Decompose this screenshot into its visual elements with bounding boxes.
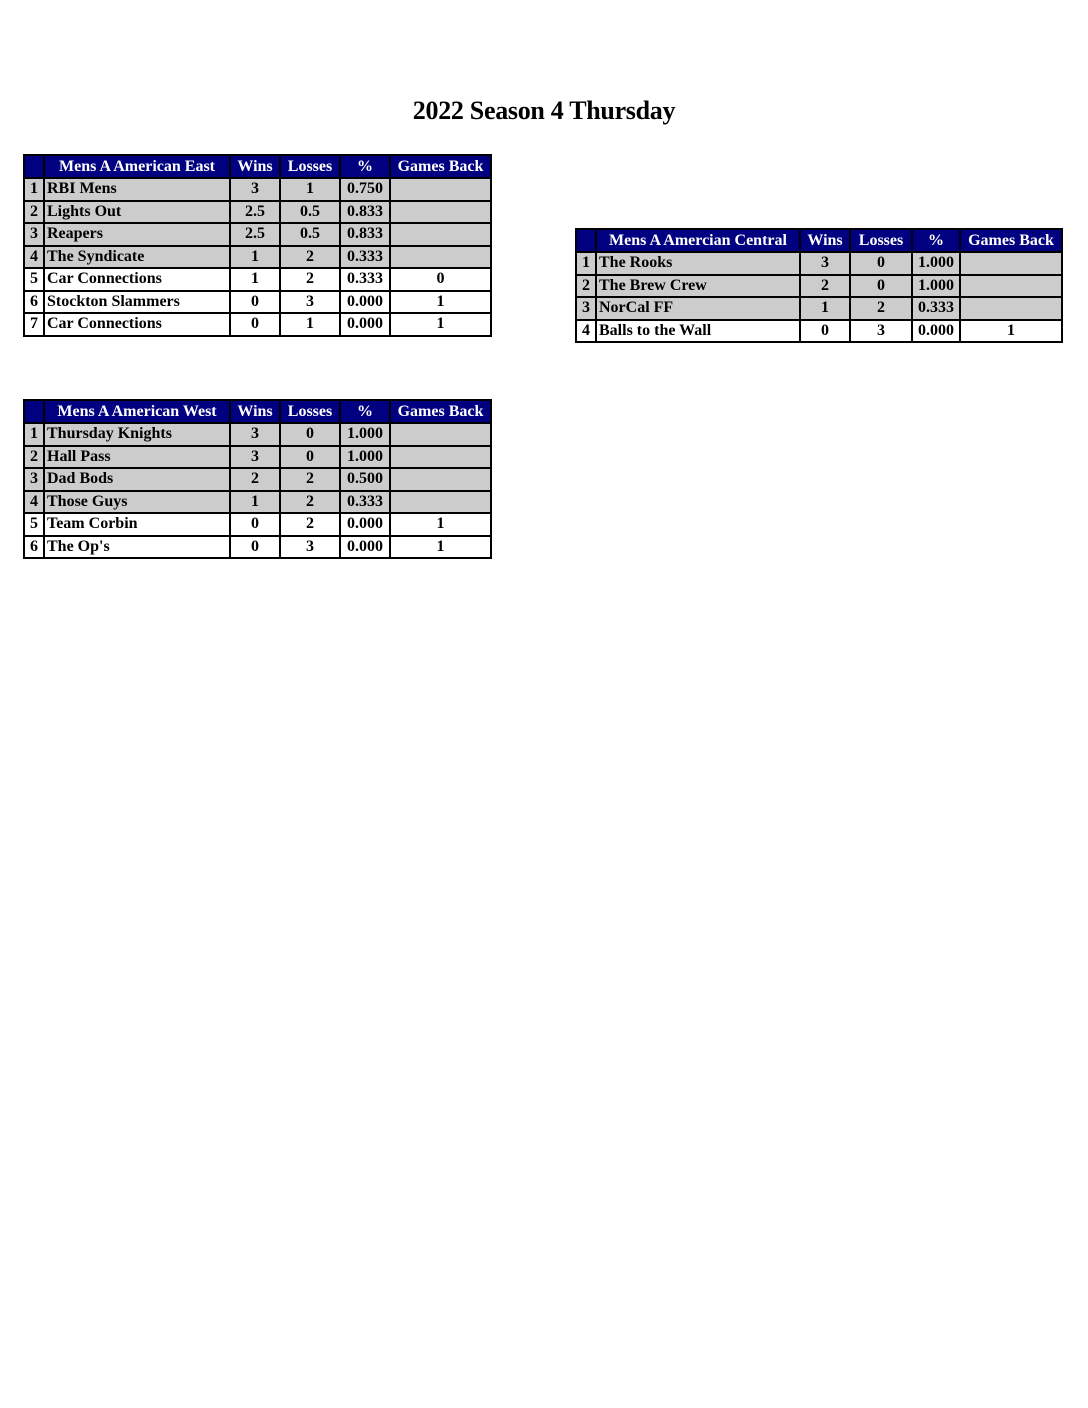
pct-cell: 1.000 <box>340 446 390 469</box>
losses-cell: 0 <box>850 275 912 298</box>
games-back-cell: 1 <box>390 513 491 536</box>
division-name: Mens A American East <box>44 155 230 178</box>
pct-cell: 1.000 <box>912 252 960 275</box>
pct-cell: 0.000 <box>340 536 390 559</box>
table-row <box>576 275 1062 298</box>
games-back-header: Games Back <box>390 155 491 178</box>
losses-header: Losses <box>850 229 912 252</box>
rank-header <box>24 155 44 178</box>
team-name-cell: The Syndicate <box>44 246 230 269</box>
team-name-cell: Those Guys <box>44 491 230 514</box>
table-header-row <box>24 400 491 423</box>
table-row <box>24 513 491 536</box>
team-name-cell: Thursday Knights <box>44 423 230 446</box>
team-name-cell: The Rooks <box>596 252 800 275</box>
rank-cell: 3 <box>24 468 44 491</box>
losses-cell: 3 <box>280 291 340 314</box>
games-back-cell <box>960 252 1062 275</box>
wins-header: Wins <box>800 229 850 252</box>
games-back-cell <box>390 246 491 269</box>
games-back-cell <box>390 178 491 201</box>
wins-cell: 1 <box>230 491 280 514</box>
pct-cell: 0.333 <box>340 246 390 269</box>
standings-table-west <box>23 399 492 559</box>
pct-cell: 0.333 <box>340 491 390 514</box>
wins-cell: 2.5 <box>230 223 280 246</box>
pct-header: % <box>912 229 960 252</box>
losses-cell: 1 <box>280 313 340 336</box>
team-name-cell: Lights Out <box>44 201 230 224</box>
rank-cell: 1 <box>576 252 596 275</box>
table-row <box>24 446 491 469</box>
team-name-cell: Dad Bods <box>44 468 230 491</box>
table-row <box>576 252 1062 275</box>
games-back-header: Games Back <box>960 229 1062 252</box>
losses-header: Losses <box>280 400 340 423</box>
losses-cell: 3 <box>280 536 340 559</box>
table-row <box>576 320 1062 343</box>
losses-cell: 2 <box>280 491 340 514</box>
rank-cell: 6 <box>24 291 44 314</box>
rank-cell: 4 <box>24 491 44 514</box>
pct-cell: 1.000 <box>340 423 390 446</box>
team-name-cell: The Brew Crew <box>596 275 800 298</box>
team-name-cell: The Op's <box>44 536 230 559</box>
page-title: 2022 Season 4 Thursday <box>412 96 676 125</box>
wins-cell: 0 <box>800 320 850 343</box>
games-back-cell <box>960 275 1062 298</box>
losses-cell: 2 <box>280 513 340 536</box>
table-row <box>24 291 491 314</box>
rank-cell: 2 <box>24 201 44 224</box>
pct-cell: 0.333 <box>912 297 960 320</box>
rank-cell: 3 <box>24 223 44 246</box>
standings-table-central <box>575 228 1063 343</box>
rank-cell: 7 <box>24 313 44 336</box>
wins-cell: 0 <box>230 313 280 336</box>
pct-cell: 0.000 <box>340 313 390 336</box>
losses-cell: 0 <box>280 446 340 469</box>
rank-cell: 2 <box>24 446 44 469</box>
pct-header: % <box>340 400 390 423</box>
table-row <box>24 536 491 559</box>
rank-cell: 1 <box>24 178 44 201</box>
wins-cell: 2 <box>800 275 850 298</box>
wins-cell: 2 <box>230 468 280 491</box>
rank-cell: 5 <box>24 268 44 291</box>
wins-cell: 3 <box>800 252 850 275</box>
rank-cell: 2 <box>576 275 596 298</box>
pct-cell: 1.000 <box>912 275 960 298</box>
division-name: Mens A Amercian Central <box>596 229 800 252</box>
wins-cell: 3 <box>230 423 280 446</box>
losses-cell: 1 <box>280 178 340 201</box>
wins-header: Wins <box>230 400 280 423</box>
wins-header: Wins <box>230 155 280 178</box>
table-row <box>24 223 491 246</box>
team-name-cell: RBI Mens <box>44 178 230 201</box>
team-name-cell: Stockton Slammers <box>44 291 230 314</box>
pct-cell: 0.000 <box>340 291 390 314</box>
pct-cell: 0.833 <box>340 201 390 224</box>
table-row <box>24 178 491 201</box>
wins-cell: 2.5 <box>230 201 280 224</box>
rank-header <box>24 400 44 423</box>
wins-cell: 1 <box>800 297 850 320</box>
team-name-cell: Team Corbin <box>44 513 230 536</box>
rank-cell: 4 <box>576 320 596 343</box>
losses-header: Losses <box>280 155 340 178</box>
wins-cell: 3 <box>230 446 280 469</box>
losses-cell: 0.5 <box>280 223 340 246</box>
losses-cell: 0.5 <box>280 201 340 224</box>
table-row <box>24 423 491 446</box>
games-back-cell <box>390 423 491 446</box>
pct-cell: 0.000 <box>340 513 390 536</box>
games-back-cell <box>390 491 491 514</box>
team-name-cell: Hall Pass <box>44 446 230 469</box>
losses-cell: 2 <box>280 246 340 269</box>
wins-cell: 0 <box>230 536 280 559</box>
wins-cell: 1 <box>230 268 280 291</box>
losses-cell: 0 <box>280 423 340 446</box>
rank-cell: 1 <box>24 423 44 446</box>
table-row <box>24 468 491 491</box>
rank-cell: 5 <box>24 513 44 536</box>
team-name-cell: NorCal FF <box>596 297 800 320</box>
rank-header <box>576 229 596 252</box>
table-row <box>24 246 491 269</box>
table-row <box>24 201 491 224</box>
games-back-cell: 1 <box>390 291 491 314</box>
losses-cell: 0 <box>850 252 912 275</box>
team-name-cell: Balls to the Wall <box>596 320 800 343</box>
wins-cell: 1 <box>230 246 280 269</box>
pct-cell: 0.333 <box>340 268 390 291</box>
table-row <box>24 268 491 291</box>
games-back-cell: 1 <box>960 320 1062 343</box>
games-back-cell <box>390 446 491 469</box>
rank-cell: 4 <box>24 246 44 269</box>
losses-cell: 2 <box>280 268 340 291</box>
rank-cell: 6 <box>24 536 44 559</box>
pct-cell: 0.500 <box>340 468 390 491</box>
table-header-row <box>576 229 1062 252</box>
pct-header: % <box>340 155 390 178</box>
games-back-cell <box>390 468 491 491</box>
team-name-cell: Reapers <box>44 223 230 246</box>
pct-cell: 0.833 <box>340 223 390 246</box>
games-back-cell: 1 <box>390 536 491 559</box>
games-back-header: Games Back <box>390 400 491 423</box>
rank-cell: 3 <box>576 297 596 320</box>
games-back-cell: 0 <box>390 268 491 291</box>
games-back-cell <box>960 297 1062 320</box>
wins-cell: 3 <box>230 178 280 201</box>
team-name-cell: Car Connections <box>44 268 230 291</box>
table-row <box>24 491 491 514</box>
pct-cell: 0.000 <box>912 320 960 343</box>
pct-cell: 0.750 <box>340 178 390 201</box>
losses-cell: 2 <box>280 468 340 491</box>
losses-cell: 3 <box>850 320 912 343</box>
division-name: Mens A American West <box>44 400 230 423</box>
games-back-cell: 1 <box>390 313 491 336</box>
team-name-cell: Car Connections <box>44 313 230 336</box>
games-back-cell <box>390 201 491 224</box>
table-row <box>576 297 1062 320</box>
losses-cell: 2 <box>850 297 912 320</box>
wins-cell: 0 <box>230 513 280 536</box>
games-back-cell <box>390 223 491 246</box>
table-header-row <box>24 155 491 178</box>
table-row <box>24 313 491 336</box>
standings-table-east <box>23 154 492 337</box>
wins-cell: 0 <box>230 291 280 314</box>
